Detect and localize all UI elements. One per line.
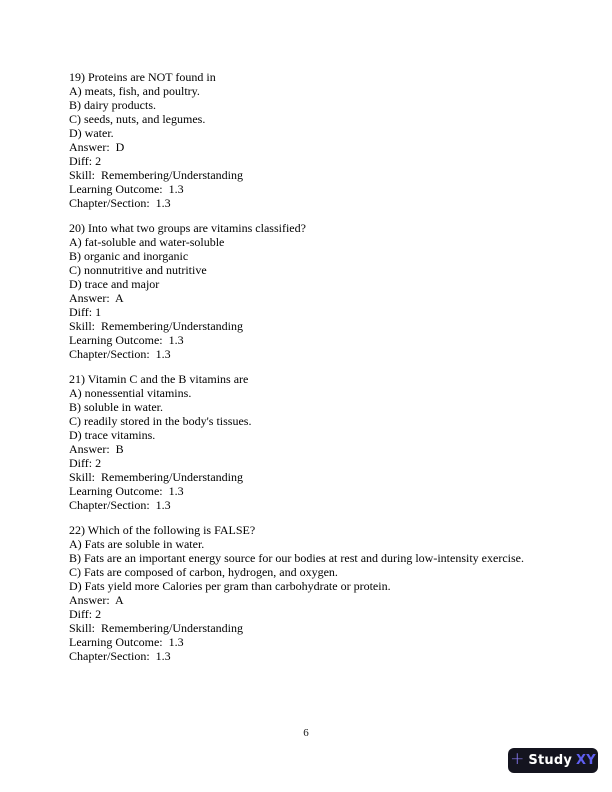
studyxy-logo — [508, 748, 598, 773]
question-block — [69, 372, 569, 512]
logo-text-study: Study — [528, 753, 573, 768]
diff-line: Diff: 2 — [69, 607, 102, 621]
questions-container — [69, 70, 569, 674]
question-option: B) soluble in water. — [69, 400, 163, 414]
logo-text-xy: XY — [576, 753, 596, 768]
skill-line: Skill: Remembering/Understanding — [69, 319, 243, 333]
question-option: C) readily stored in the body's tissues. — [69, 414, 252, 428]
question-block — [69, 523, 569, 663]
question-option: D) trace and major — [69, 277, 160, 291]
question-text: 22) Which of the following is FALSE? — [69, 523, 256, 537]
chapter-section-line: Chapter/Section: 1.3 — [69, 498, 171, 512]
plus-icon: + — [510, 749, 525, 769]
answer-line: Answer: A — [69, 291, 124, 305]
question-option: D) Fats yield more Calories per gram than carbohydrate or protein. — [69, 579, 391, 593]
answer-line: Answer: A — [69, 593, 124, 607]
learning-outcome-line: Learning Outcome: 1.3 — [69, 484, 184, 498]
question-option: B) organic and inorganic — [69, 249, 189, 263]
learning-outcome-line: Learning Outcome: 1.3 — [69, 635, 184, 649]
question-option: C) Fats are composed of carbon, hydrogen, and oxygen. — [69, 565, 338, 579]
diff-line: Diff: 2 — [69, 456, 102, 470]
question-option: D) trace vitamins. — [69, 428, 156, 442]
skill-line: Skill: Remembering/Understanding — [69, 621, 243, 635]
question-block — [69, 70, 569, 210]
question-text: 21) Vitamin C and the B vitamins are — [69, 372, 249, 386]
chapter-section-line: Chapter/Section: 1.3 — [69, 347, 171, 361]
diff-line: Diff: 2 — [69, 154, 102, 168]
page-number: 6 — [303, 727, 309, 739]
question-option: D) water. — [69, 126, 114, 140]
question-option: A) fat-soluble and water-soluble — [69, 235, 225, 249]
question-option: C) seeds, nuts, and legumes. — [69, 112, 206, 126]
question-option: A) meats, fish, and poultry. — [69, 84, 200, 98]
diff-line: Diff: 1 — [69, 305, 102, 319]
answer-line: Answer: D — [69, 140, 125, 154]
question-block — [69, 221, 569, 361]
question-text: 19) Proteins are NOT found in — [69, 70, 216, 84]
question-option: A) nonessential vitamins. — [69, 386, 192, 400]
question-option: A) Fats are soluble in water. — [69, 537, 205, 551]
chapter-section-line: Chapter/Section: 1.3 — [69, 649, 171, 663]
skill-line: Skill: Remembering/Understanding — [69, 168, 243, 182]
question-option: B) dairy products. — [69, 98, 156, 112]
chapter-section-line: Chapter/Section: 1.3 — [69, 196, 171, 210]
question-option: B) Fats are an important energy source for our bodies at rest and during low-intensity exercise. — [69, 551, 524, 565]
question-option: C) nonnutritive and nutritive — [69, 263, 207, 277]
answer-line: Answer: B — [69, 442, 124, 456]
question-text: 20) Into what two groups are vitamins classified? — [69, 221, 306, 235]
learning-outcome-line: Learning Outcome: 1.3 — [69, 182, 184, 196]
skill-line: Skill: Remembering/Understanding — [69, 470, 243, 484]
learning-outcome-line: Learning Outcome: 1.3 — [69, 333, 184, 347]
